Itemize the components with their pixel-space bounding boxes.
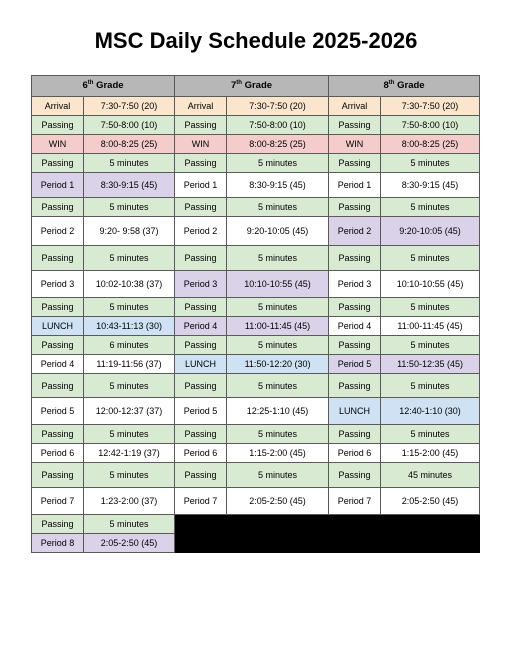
grade-8-activity: Arrival xyxy=(329,97,381,116)
grade-7-activity: Passing xyxy=(175,198,227,217)
grade-8-time: 5 minutes xyxy=(381,298,480,317)
schedule-row xyxy=(32,217,480,246)
blank-black-block xyxy=(175,534,480,553)
grade-6-activity: Passing xyxy=(32,246,84,271)
grade-8-time: 7:30-7:50 (20) xyxy=(381,97,480,116)
grade-7-activity: Period 1 xyxy=(175,173,227,198)
grade-7-activity: Passing xyxy=(175,154,227,173)
grade-8-time: 5 minutes xyxy=(381,154,480,173)
grade-7-activity: Passing xyxy=(175,246,227,271)
grade-6-time: 8:30-9:15 (45) xyxy=(84,173,175,198)
grade-7-activity: Period 7 xyxy=(175,488,227,515)
grade-6-activity: Passing xyxy=(32,336,84,355)
grade-8-time: 11:50-12:35 (45) xyxy=(381,355,480,374)
grade-7-activity: Passing xyxy=(175,374,227,398)
schedule-row xyxy=(32,271,480,298)
grade-6-activity: WIN xyxy=(32,135,84,154)
schedule-row xyxy=(32,116,480,135)
grade-6-time: 2:05-2:50 (45) xyxy=(84,534,175,553)
grade-7-header: 7th Grade xyxy=(175,76,329,97)
grade-7-time: 11:50-12:20 (30) xyxy=(227,355,329,374)
grade-7-time: 5 minutes xyxy=(227,198,329,217)
grade-7-time: 10:10-10:55 (45) xyxy=(227,271,329,298)
grade-8-activity: Period 2 xyxy=(329,217,381,246)
grade-7-time: 7:50-8:00 (10) xyxy=(227,116,329,135)
grade-7-activity: Period 5 xyxy=(175,398,227,425)
grade-7-activity: Period 4 xyxy=(175,317,227,336)
grade-7-time: 8:30-9:15 (45) xyxy=(227,173,329,198)
schedule-row xyxy=(32,246,480,271)
grade-6-time: 5 minutes xyxy=(84,425,175,444)
grade-6-time: 5 minutes xyxy=(84,198,175,217)
grade-6-activity: Period 7 xyxy=(32,488,84,515)
grade-6-time: 12:42-1:19 (37) xyxy=(84,444,175,463)
grade-8-time: 11:00-11:45 (45) xyxy=(381,317,480,336)
grade-8-activity: Period 3 xyxy=(329,271,381,298)
grade-6-activity: Passing xyxy=(32,515,84,534)
grade-8-time: 7:50-8:00 (10) xyxy=(381,116,480,135)
schedule-row xyxy=(32,425,480,444)
grade-7-activity: WIN xyxy=(175,135,227,154)
schedule-row xyxy=(32,534,480,553)
grade-6-activity: Period 5 xyxy=(32,398,84,425)
grade-6-time: 7:30-7:50 (20) xyxy=(84,97,175,116)
grade-8-activity: WIN xyxy=(329,135,381,154)
grade-8-time: 5 minutes xyxy=(381,198,480,217)
grade-6-time: 1:23-2:00 (37) xyxy=(84,488,175,515)
grade-8-activity: Passing xyxy=(329,298,381,317)
grade-7-activity: Passing xyxy=(175,298,227,317)
grade-6-time: 5 minutes xyxy=(84,298,175,317)
grade-7-activity: Period 6 xyxy=(175,444,227,463)
grade-7-time: 7:30-7:50 (20) xyxy=(227,97,329,116)
grade-7-time: 5 minutes xyxy=(227,246,329,271)
grade-8-activity: Period 7 xyxy=(329,488,381,515)
schedule-row xyxy=(32,398,480,425)
schedule-row xyxy=(32,463,480,488)
grade-8-time: 8:00-8:25 (25) xyxy=(381,135,480,154)
grade-8-activity: Passing xyxy=(329,425,381,444)
grade-7-time: 8:00-8:25 (25) xyxy=(227,135,329,154)
schedule-row xyxy=(32,336,480,355)
grade-8-time: 5 minutes xyxy=(381,374,480,398)
grade-6-time: 12:00-12:37 (37) xyxy=(84,398,175,425)
schedule-row xyxy=(32,374,480,398)
grade-8-activity: Period 6 xyxy=(329,444,381,463)
grade-8-activity: Period 5 xyxy=(329,355,381,374)
grade-8-activity: Passing xyxy=(329,154,381,173)
page-title: MSC Daily Schedule 2025-2026 xyxy=(94,28,418,53)
grade-8-time: 45 minutes xyxy=(381,463,480,488)
grade-6-time: 10:43-11:13 (30) xyxy=(84,317,175,336)
grade-6-activity: LUNCH xyxy=(32,317,84,336)
grade-7-time: 5 minutes xyxy=(227,425,329,444)
grade-7-activity: Period 3 xyxy=(175,271,227,298)
grade-6-activity: Passing xyxy=(32,374,84,398)
grade-7-time: 5 minutes xyxy=(227,374,329,398)
grade-6-activity: Period 2 xyxy=(32,217,84,246)
grade-7-time: 5 minutes xyxy=(227,154,329,173)
grade-6-activity: Period 1 xyxy=(32,173,84,198)
grade-7-time: 11:00-11:45 (45) xyxy=(227,317,329,336)
grade-8-time: 2:05-2:50 (45) xyxy=(381,488,480,515)
grade-6-activity: Passing xyxy=(32,154,84,173)
grade-8-activity: Passing xyxy=(329,336,381,355)
grade-8-activity: Passing xyxy=(329,463,381,488)
grade-6-activity: Passing xyxy=(32,463,84,488)
grade-6-activity: Arrival xyxy=(32,97,84,116)
grade-8-activity: Passing xyxy=(329,116,381,135)
grade-7-activity: Arrival xyxy=(175,97,227,116)
schedule-row xyxy=(32,154,480,173)
grade-6-time: 5 minutes xyxy=(84,515,175,534)
grade-6-activity: Period 8 xyxy=(32,534,84,553)
grade-7-time: 5 minutes xyxy=(227,298,329,317)
schedule-row xyxy=(32,355,480,374)
grade-8-time: 5 minutes xyxy=(381,336,480,355)
grade-8-activity: Passing xyxy=(329,374,381,398)
grade-8-time: 5 minutes xyxy=(381,246,480,271)
schedule-row xyxy=(32,198,480,217)
grade-6-time: 5 minutes xyxy=(84,463,175,488)
grade-6-activity: Period 6 xyxy=(32,444,84,463)
grade-8-activity: Passing xyxy=(329,198,381,217)
grade-8-activity: Passing xyxy=(329,246,381,271)
grade-8-time: 10:10-10:55 (45) xyxy=(381,271,480,298)
grade-8-time: 5 minutes xyxy=(381,425,480,444)
grade-7-activity: Passing xyxy=(175,116,227,135)
grade-7-time: 9:20-10:05 (45) xyxy=(227,217,329,246)
grade-8-time: 9:20-10:05 (45) xyxy=(381,217,480,246)
grade-7-time: 12:25-1:10 (45) xyxy=(227,398,329,425)
grade-7-time: 5 minutes xyxy=(227,336,329,355)
grade-7-activity: Period 2 xyxy=(175,217,227,246)
grade-7-activity: Passing xyxy=(175,425,227,444)
grade-7-activity: Passing xyxy=(175,463,227,488)
grade-6-activity: Passing xyxy=(32,198,84,217)
grade-6-time: 5 minutes xyxy=(84,154,175,173)
grade-8-time: 8:30-9:15 (45) xyxy=(381,173,480,198)
schedule-row xyxy=(32,444,480,463)
grade-6-time: 11:19-11:56 (37) xyxy=(84,355,175,374)
grade-8-activity: Period 4 xyxy=(329,317,381,336)
grade-6-activity: Period 3 xyxy=(32,271,84,298)
grade-6-activity: Passing xyxy=(32,298,84,317)
blank-black-block xyxy=(175,515,480,534)
grade-8-header: 8th Grade xyxy=(329,76,480,97)
grade-6-time: 10:02-10:38 (37) xyxy=(84,271,175,298)
schedule-row xyxy=(32,488,480,515)
grade-8-activity: Period 1 xyxy=(329,173,381,198)
grade-6-header: 6th Grade xyxy=(32,76,175,97)
schedule-row xyxy=(32,298,480,317)
grade-7-time: 5 minutes xyxy=(227,463,329,488)
schedule-body xyxy=(32,97,480,553)
grade-6-time: 7:50-8:00 (10) xyxy=(84,116,175,135)
schedule-row xyxy=(32,97,480,116)
grade-8-time: 1:15-2:00 (45) xyxy=(381,444,480,463)
grade-6-time: 6 minutes xyxy=(84,336,175,355)
grade-6-activity: Passing xyxy=(32,116,84,135)
grade-6-time: 5 minutes xyxy=(84,374,175,398)
grade-6-time: 8:00-8:25 (25) xyxy=(84,135,175,154)
grade-7-time: 2:05-2:50 (45) xyxy=(227,488,329,515)
schedule-row xyxy=(32,317,480,336)
grade-8-time: 12:40-1:10 (30) xyxy=(381,398,480,425)
grade-7-activity: Passing xyxy=(175,336,227,355)
grade-6-activity: Period 4 xyxy=(32,355,84,374)
grade-6-time: 9:20- 9:58 (37) xyxy=(84,217,175,246)
schedule-row xyxy=(32,173,480,198)
grade-6-activity: Passing xyxy=(32,425,84,444)
schedule-row xyxy=(32,515,480,534)
grade-6-time: 5 minutes xyxy=(84,246,175,271)
header-row xyxy=(32,76,480,97)
schedule-row xyxy=(32,135,480,154)
grade-7-activity: LUNCH xyxy=(175,355,227,374)
grade-8-activity: LUNCH xyxy=(329,398,381,425)
grade-7-time: 1:15-2:00 (45) xyxy=(227,444,329,463)
schedule-table xyxy=(31,75,480,553)
